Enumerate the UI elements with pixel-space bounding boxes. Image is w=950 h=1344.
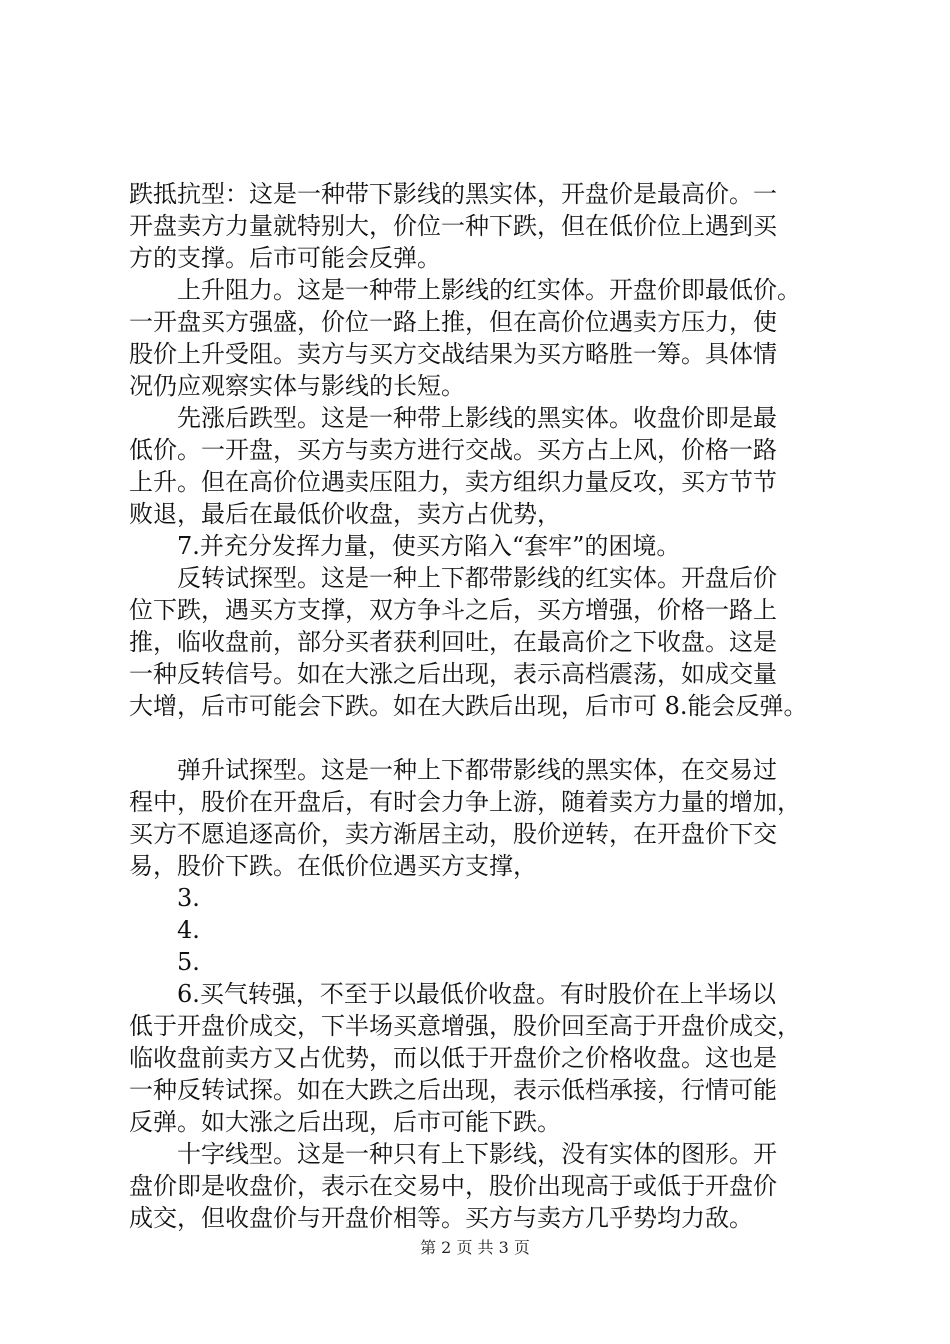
text-line: 败退，最后在最低价收盘，卖方占优势，: [129, 500, 561, 528]
text-line: 十字线型。这是一种只有上下影线，没有实体的图形。开: [177, 1140, 777, 1168]
text-line: 一种反转信号。如在大涨之后出现，表示高档震荡，如成交量: [129, 660, 777, 688]
text-line: 上升。但在高价位遇卖压阻力，卖方组织力量反攻，买方节节: [129, 468, 777, 496]
text-line: 低于开盘价成交，下半场买意增强，股价回至高于开盘价成交，: [129, 1012, 801, 1040]
text-line: 大增，后市可能会下跌。如在大跌后出现，后市可 8.能会反弹。: [129, 692, 808, 720]
text-line: 4.: [177, 916, 200, 944]
text-line: 先涨后跌型。这是一种带上影线的黑实体。收盘价即是最: [177, 404, 777, 432]
text-line: 方的支撑。后市可能会反弹。: [129, 244, 441, 272]
text-line: 反弹。如大涨之后出现，后市可能下跌。: [129, 1108, 561, 1136]
text-line: 弹升试探型。这是一种上下都带影线的黑实体，在交易过: [177, 756, 777, 784]
text-line: 程中，股价在开盘后，有时会力争上游，随着卖方力量的增加，: [129, 788, 801, 816]
text-line: 推，临收盘前，部分买者获利回吐，在最高价之下收盘。这是: [129, 628, 777, 656]
text-line: 位下跌，遇买方支撑，双方争斗之后，买方增强，价格一路上: [129, 596, 777, 624]
text-line: 3.: [177, 884, 200, 912]
text-line: 买方不愿追逐高价，卖方渐居主动，股价逆转，在开盘价下交: [129, 820, 777, 848]
text-line: 跌抵抗型：这是一种带下影线的黑实体，开盘价是最高价。一: [129, 180, 777, 208]
text-line: 况仍应观察实体与影线的长短。: [129, 372, 465, 400]
text-line: 一开盘买方强盛，价位一路上推，但在高价位遇卖方压力，使: [129, 308, 777, 336]
text-line: 5.: [177, 948, 200, 976]
text-line: 临收盘前卖方又占优势，而以低于开盘价之价格收盘。这也是: [129, 1044, 777, 1072]
text-line: 低价。一开盘，买方与卖方进行交战。买方占上风，价格一路: [129, 436, 777, 464]
text-line: 成交，但收盘价与开盘价相等。买方与卖方几乎势均力敌。: [129, 1204, 753, 1232]
blank-line: [129, 722, 857, 754]
text-line: 上升阻力。这是一种带上影线的红实体。开盘价即最低价。: [177, 276, 801, 304]
text-line: 反转试探型。这是一种上下都带影线的红实体。开盘后价: [177, 564, 777, 592]
text-line: 6.买气转强，不至于以最低价收盘。有时股价在上半场以: [177, 980, 776, 1008]
text-line: 股价上升受阻。卖方与买方交战结果为买方略胜一筹。具体情: [129, 340, 777, 368]
text-line: 7.并充分发挥力量，使买方陷入“套牢”的困境。: [177, 532, 681, 560]
text-line: 一种反转试探。如在大跌之后出现，表示低档承接，行情可能: [129, 1076, 777, 1104]
text-line: 开盘卖方力量就特别大，价位一种下跌，但在低价位上遇到买: [129, 212, 777, 240]
document-body: [129, 178, 857, 1234]
text-line: 易，股价下跌。在低价位遇买方支撑，: [129, 852, 537, 880]
text-line: 盘价即是收盘价，表示在交易中，股价出现高于或低于开盘价: [129, 1172, 777, 1200]
page-footer: 第 2 页 共 3 页: [420, 1238, 530, 1257]
